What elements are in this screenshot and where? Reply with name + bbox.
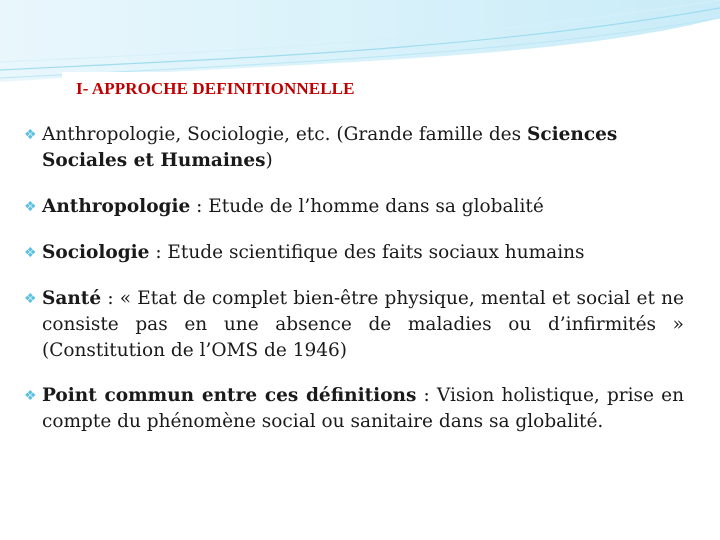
bullet-text-pre: Anthropologie, Sociologie, etc. (Grande famille des — [42, 124, 527, 145]
bullet-item-point-commun — [24, 383, 684, 435]
bullet-text — [42, 286, 684, 364]
bullet-text-post: : Etude de l’homme dans sa globalité — [190, 196, 544, 217]
bullet-item-sociologie — [24, 240, 684, 266]
bullet-text-bold: Santé — [42, 288, 102, 309]
bullet-text — [42, 383, 684, 435]
bullet-text-post: : Etude scientifique des faits sociaux humains — [149, 242, 585, 263]
bullet-text — [42, 240, 684, 266]
diamond-bullet-icon: ❖ — [24, 127, 37, 143]
diamond-bullet-icon: ❖ — [24, 245, 37, 261]
bullet-list — [24, 122, 684, 435]
bullet-text-bold: Sociologie — [42, 242, 150, 263]
bullet-item-anthropologie — [24, 194, 684, 220]
bullet-text-post: : « Etat de complet bien-être physique, mental et social et ne consiste pas en une absence de maladies ou d’infirmités » (Constitution de l’OMS de 1946) — [42, 288, 684, 361]
bullet-text-bold: Anthropologie — [42, 196, 191, 217]
slide-title: I- APPROCHE DEFINITIONNELLE — [76, 79, 355, 98]
bullet-item-sciences-sociales — [24, 122, 684, 174]
bullet-item-sante — [24, 286, 684, 364]
bullet-text-bold: Point commun entre ces définitions — [42, 385, 417, 406]
diamond-bullet-icon: ❖ — [24, 388, 37, 404]
bullet-text-post: ) — [265, 150, 273, 171]
bullet-text-bold: Sciences Sociales et Humaines — [42, 124, 618, 171]
diamond-bullet-icon: ❖ — [24, 291, 37, 307]
bullet-text — [42, 194, 684, 220]
title-box — [62, 72, 674, 106]
bullet-text — [42, 122, 684, 174]
diamond-bullet-icon: ❖ — [24, 199, 37, 215]
bullet-text-post: : Vision holistique, prise en compte du phénomène social ou sanitaire dans sa globalité. — [42, 385, 685, 432]
